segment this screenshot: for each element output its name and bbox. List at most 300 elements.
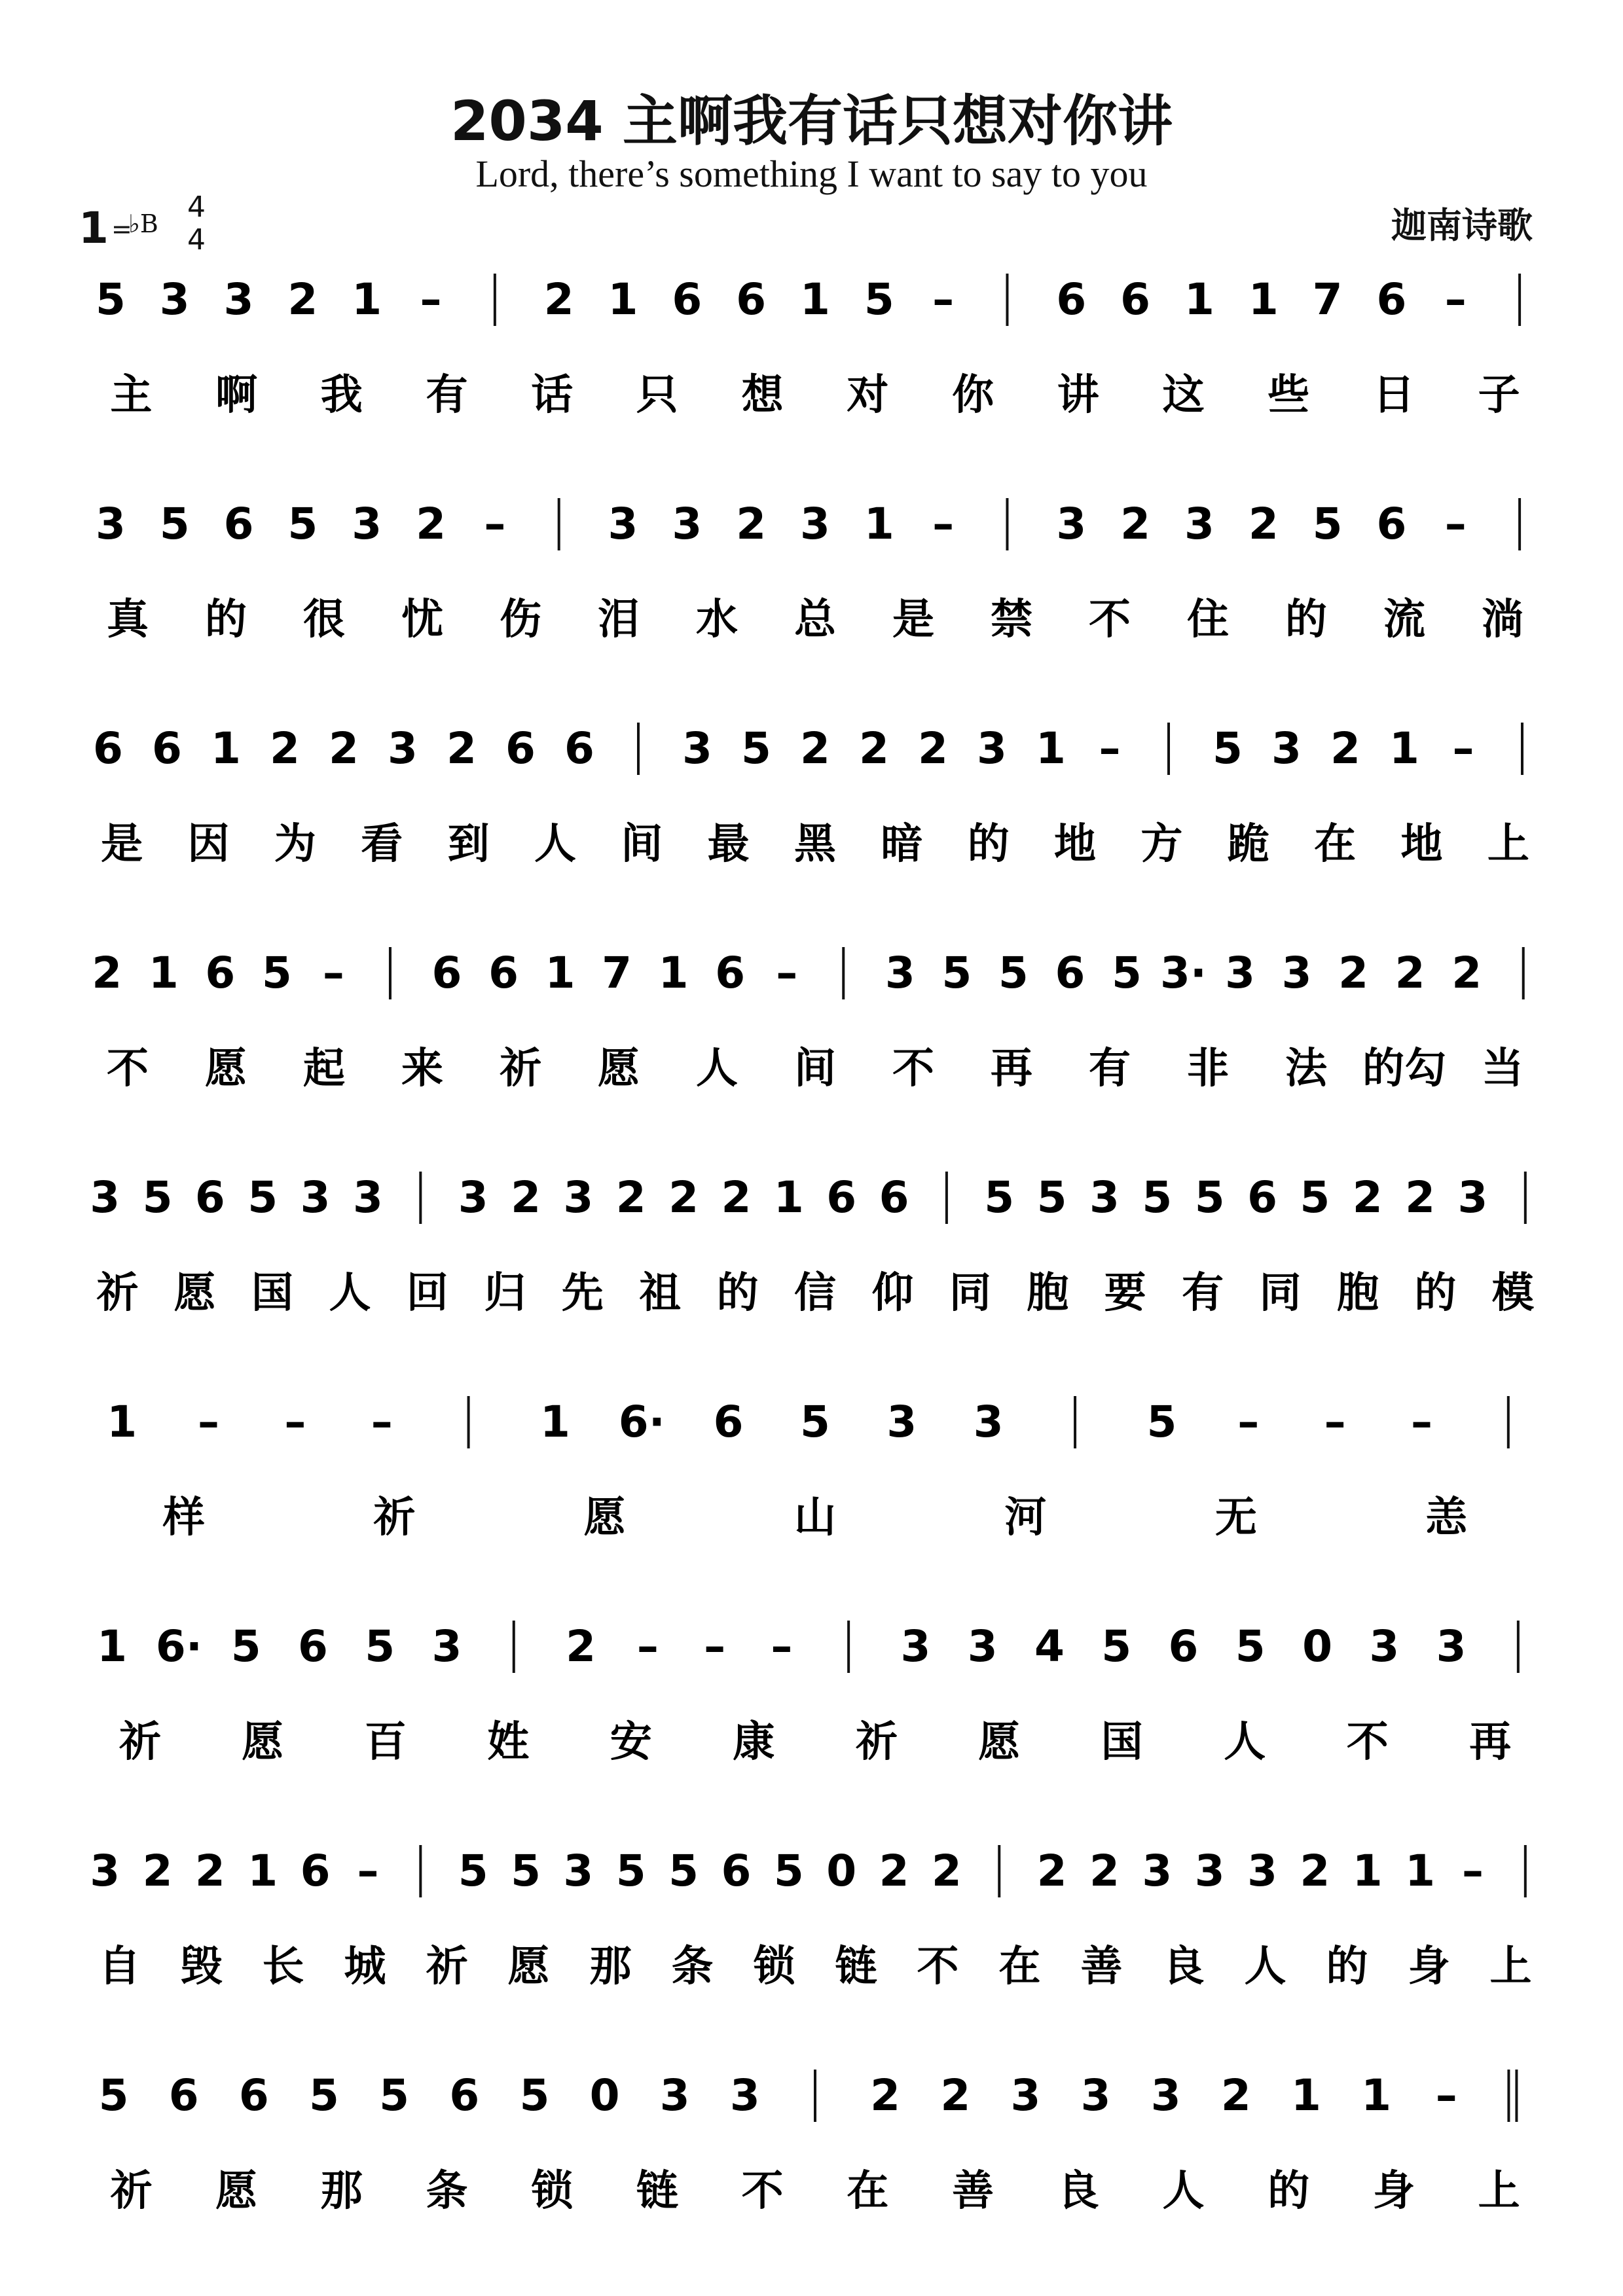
jianpu-note: 6: [488, 948, 519, 998]
lyric-character: 黑: [794, 820, 836, 869]
lyric-character: 伤: [500, 596, 541, 644]
jianpu-note: 2: [1248, 499, 1279, 549]
lyric-character: 间: [794, 1045, 836, 1093]
jianpu-note: 6: [1168, 1621, 1199, 1672]
lyric-character: 上: [1478, 2167, 1520, 2215]
lyric-character: 不: [107, 1045, 149, 1093]
jianpu-note: 5: [1101, 1621, 1132, 1672]
jianpu-note: 6: [297, 1621, 328, 1672]
lyric-character: 祈: [426, 1943, 468, 1991]
jianpu-note: 2: [1220, 2070, 1251, 2121]
lyric-character: 归: [484, 1269, 526, 1318]
lyric-character: 话: [531, 371, 574, 420]
jianpu-note: 3: [1010, 2070, 1041, 2121]
lyric-character: 身: [1408, 1943, 1450, 1991]
lyric-character: 毁: [180, 1943, 223, 1991]
jianpu-note: 3: [967, 1621, 998, 1672]
lyric-character: 人: [534, 820, 576, 869]
jianpu-note: 2: [918, 723, 948, 774]
jianpu-note: 5: [1194, 1172, 1225, 1223]
meter-bottom: 4: [187, 223, 206, 257]
lyric-character: 祈: [855, 1718, 898, 1767]
lyric-character: 模: [1491, 1269, 1534, 1318]
lyric-character: 那: [320, 2167, 363, 2215]
lyric-character: 良: [1162, 1943, 1205, 1991]
jianpu-note: 3: [1184, 499, 1214, 549]
extension-dash: –: [1444, 499, 1467, 549]
lyric-character: 人: [1244, 1943, 1286, 1991]
jianpu-note: 2: [1089, 1846, 1120, 1896]
jianpu-note: 2: [287, 274, 318, 325]
lyric-character: 的: [1285, 596, 1327, 644]
jianpu-note: 6: [672, 274, 702, 325]
lyric-character: 条: [671, 1943, 714, 1991]
lyric-character: 同: [1259, 1269, 1302, 1318]
lyric-character: 我: [320, 371, 363, 420]
jianpu-note: 5: [458, 1846, 488, 1896]
jianpu-note: 6: [564, 723, 594, 774]
lyric-character: 的: [1414, 1269, 1457, 1318]
jianpu-note: 6: [713, 1397, 744, 1447]
lyric-character: 康: [733, 1718, 775, 1767]
lyric-character: 人: [696, 1045, 738, 1093]
lyric-character: 禁: [991, 596, 1032, 644]
jianpu-note: 7: [1312, 274, 1343, 325]
jianpu-note: 3: [1142, 1846, 1173, 1896]
lyric-character: 祈: [96, 1269, 139, 1318]
jianpu-note: 2: [1120, 499, 1151, 549]
jianpu-note: 5: [379, 2070, 410, 2121]
extension-dash: –: [420, 274, 442, 325]
lyric-character: 看: [361, 820, 403, 869]
jianpu-note: 3: [563, 1172, 594, 1223]
lyric-character: 跪: [1227, 820, 1269, 869]
lyric-character: 淌: [1482, 596, 1523, 644]
jianpu-note: 5: [941, 948, 972, 998]
jianpu-note: 5: [95, 274, 126, 325]
lyric-character: 善: [952, 2167, 994, 2215]
jianpu-note: 3: [977, 723, 1007, 774]
lyric-character: 不: [892, 1045, 934, 1093]
lyric-character: 流: [1383, 596, 1425, 644]
jianpu-note: 6: [826, 1172, 857, 1223]
lyric-character: 样: [162, 1494, 205, 1542]
jianpu-note: 1: [658, 948, 689, 998]
jianpu-note: 3: [300, 1172, 331, 1223]
jianpu-note: 2: [543, 274, 574, 325]
jianpu-note: 6: [168, 2070, 199, 2121]
lyric-character: 些: [1267, 371, 1310, 420]
jianpu-note: 3: [1080, 2070, 1111, 2121]
lyric-character: 那: [589, 1943, 632, 1991]
extension-dash: –: [1461, 1846, 1484, 1896]
extension-dash: –: [932, 499, 955, 549]
lyric-character: 这: [1162, 371, 1205, 420]
jianpu-note: 5: [309, 2070, 339, 2121]
jianpu-note: 4: [1034, 1621, 1065, 1672]
extension-dash: –: [1435, 2070, 1457, 2121]
jianpu-note: 5: [1235, 1621, 1266, 1672]
jianpu-note: 0: [589, 2070, 620, 2121]
jianpu-note: 2: [721, 1172, 752, 1223]
lyric-character: 姓: [487, 1718, 530, 1767]
jianpu-note: 2: [566, 1621, 596, 1672]
jianpu-note: 2: [736, 499, 767, 549]
jianpu-note: 2: [92, 948, 122, 998]
jianpu-note: 1: [97, 1621, 128, 1672]
lyric-character: 讲: [1057, 371, 1099, 420]
lyric-character: 最: [707, 820, 750, 869]
jianpu-note: 6: [736, 274, 767, 325]
lyric-character: 胞: [1027, 1269, 1069, 1318]
jianpu-note: 2: [1330, 723, 1360, 774]
extension-dash: –: [322, 948, 344, 998]
jianpu-note: 6: [238, 2070, 269, 2121]
lyric-character: 不: [1346, 1718, 1389, 1767]
jianpu-note: 2: [1338, 948, 1369, 998]
jianpu-note: 3: [1056, 499, 1087, 549]
lyric-character: 是: [101, 820, 143, 869]
jianpu-note: 5: [142, 1172, 173, 1223]
jianpu-note: 1: [864, 499, 894, 549]
lyric-character: 祈: [119, 1718, 161, 1767]
lyric-character: 祈: [373, 1494, 416, 1542]
lyric-character: 的勾: [1362, 1045, 1446, 1093]
jianpu-note: 3: [672, 499, 702, 549]
lyric-character: 在: [998, 1943, 1041, 1991]
jianpu-note: 5: [1142, 1172, 1173, 1223]
jianpu-note: 1: [352, 274, 382, 325]
extension-dash: –: [484, 499, 506, 549]
jianpu-note: 1: [1352, 1846, 1383, 1896]
lyric-character: 你: [952, 371, 994, 420]
jianpu-note: 0: [1302, 1621, 1333, 1672]
jianpu-note: 1: [107, 1397, 137, 1447]
jianpu-note: 5: [998, 948, 1029, 998]
key-note: ♭B: [128, 209, 158, 238]
lyric-character: 的: [967, 820, 1010, 869]
lyric-character: 主: [110, 371, 153, 420]
jianpu-note: 6: [1247, 1172, 1278, 1223]
lyric-character: 自: [98, 1943, 141, 1991]
jianpu-note: 6: [152, 723, 182, 774]
jianpu-note: 6: [505, 723, 536, 774]
jianpu-note: 2: [859, 723, 889, 774]
lyric-character: 仰: [871, 1269, 914, 1318]
jianpu-note: 5: [287, 499, 318, 549]
lyric-character: 在: [847, 2167, 889, 2215]
jianpu-note: 5: [1146, 1397, 1177, 1447]
jianpu-note: 5: [159, 499, 190, 549]
jianpu-note: 3: [90, 1846, 120, 1896]
lyric-character: 愿: [242, 1718, 284, 1767]
lyric-character: 人: [329, 1269, 371, 1318]
lyric-character: 不: [917, 1943, 959, 1991]
extension-dash: –: [284, 1397, 306, 1447]
jianpu-note: 2: [879, 1846, 909, 1896]
jianpu-note: 6: [879, 1172, 909, 1223]
lyric-character: 只: [636, 371, 678, 420]
lyric-character: 来: [401, 1045, 443, 1093]
lyric-character: 百: [364, 1718, 407, 1767]
jianpu-note: 6: [93, 723, 123, 774]
lyric-character: 愿: [173, 1269, 216, 1318]
jianpu-note: 1: [539, 1397, 570, 1447]
jianpu-note: 2: [270, 723, 300, 774]
jianpu-note: 3: [659, 2070, 690, 2121]
lyric-character: 同: [949, 1269, 991, 1318]
jianpu-note: 6: [1056, 274, 1087, 325]
jianpu-note: 3: [682, 723, 712, 774]
jianpu-note: 6·: [155, 1621, 202, 1672]
jianpu-note: 5: [519, 2070, 550, 2121]
lyric-character: 安: [610, 1718, 652, 1767]
jianpu-note: 3: [800, 499, 830, 549]
jianpu-note: 2: [1300, 1846, 1330, 1896]
jianpu-note: 3: [1457, 1172, 1488, 1223]
jianpu-note: 5: [984, 1172, 1015, 1223]
jianpu-note: 5: [1312, 499, 1343, 549]
jianpu-note: 6: [223, 499, 254, 549]
lyric-character: 不: [741, 2167, 784, 2215]
lyric-character: 有: [426, 371, 468, 420]
jianpu-note: 5: [511, 1846, 541, 1896]
jianpu-note: 6: [449, 2070, 480, 2121]
jianpu-note: 2: [940, 2070, 971, 2121]
extension-dash: –: [636, 1621, 659, 1672]
extension-dash: –: [704, 1621, 726, 1672]
lyric-character: 是: [892, 596, 934, 644]
jianpu-note: 5: [1036, 1172, 1067, 1223]
key-equals: =: [111, 215, 132, 243]
jianpu-note: 3: [608, 499, 638, 549]
lyric-character: 起: [303, 1045, 345, 1093]
jianpu-note: 2: [194, 1846, 225, 1896]
lyric-character: 祈: [110, 2167, 153, 2215]
jianpu-note: 2: [1451, 948, 1482, 998]
lyric-character: 地: [1054, 820, 1097, 869]
jianpu-note: 3: [458, 1172, 488, 1223]
lyric-character: 到: [447, 820, 490, 869]
lyric-character: 身: [1372, 2167, 1415, 2215]
jianpu-note: 5: [800, 1397, 830, 1447]
extension-dash: –: [1444, 274, 1467, 325]
jianpu-note: 2: [447, 723, 477, 774]
jianpu-note: 1: [1184, 274, 1214, 325]
lyric-character: 锁: [753, 1943, 795, 1991]
lyric-character: 有: [1089, 1045, 1131, 1093]
jianpu-note: 0: [826, 1846, 857, 1896]
jianpu-note: 2: [870, 2070, 901, 2121]
jianpu-note: 6: [721, 1846, 752, 1896]
lyric-character: 祖: [639, 1269, 682, 1318]
jianpu-note: 6: [194, 1172, 225, 1223]
jianpu-note: 3: [563, 1846, 594, 1896]
lyric-character: 住: [1187, 596, 1229, 644]
jianpu-note: 6·: [618, 1397, 665, 1447]
lyric-character: 啊: [215, 371, 258, 420]
lyric-character: 因: [187, 820, 230, 869]
jianpu-note: 5: [864, 274, 894, 325]
lyric-character: 山: [794, 1494, 836, 1542]
jianpu-note: 3: [431, 1621, 462, 1672]
lyric-character: 先: [561, 1269, 604, 1318]
jianpu-note: 2: [1395, 948, 1425, 998]
extension-dash: –: [1099, 723, 1121, 774]
jianpu-note: 5: [1300, 1172, 1330, 1223]
lyric-character: 链: [636, 2167, 678, 2215]
lyric-character: 国: [251, 1269, 294, 1318]
jianpu-note: 3: [159, 274, 190, 325]
extension-dash: –: [932, 274, 955, 325]
lyric-character: 愿: [978, 1718, 1021, 1767]
jianpu-note: 1: [800, 274, 830, 325]
lyric-character: 很: [303, 596, 345, 644]
lyric-character: 愿: [507, 1943, 550, 1991]
lyric-character: 水: [696, 596, 738, 644]
lyric-character: 方: [1140, 820, 1183, 869]
jianpu-note: 5: [741, 723, 771, 774]
composer: 迦南诗歌: [1391, 205, 1533, 246]
lyric-character: 恙: [1425, 1494, 1468, 1542]
jianpu-note: 7: [602, 948, 632, 998]
lyric-character: 上: [1489, 1943, 1532, 1991]
jianpu-note: 5: [230, 1621, 261, 1672]
jianpu-note: 2: [142, 1846, 173, 1896]
jianpu-note: 1: [545, 948, 575, 998]
jianpu-note: 3: [352, 499, 382, 549]
lyric-character: 想: [741, 371, 784, 420]
jianpu-note: 3: [1281, 948, 1312, 998]
extension-dash: –: [1237, 1397, 1260, 1447]
jianpu-note: 6: [300, 1846, 331, 1896]
jianpu-note: 1: [1036, 723, 1066, 774]
jianpu-note: 1: [1389, 723, 1419, 774]
lyric-character: 胞: [1336, 1269, 1379, 1318]
lyric-character: 暗: [881, 820, 923, 869]
jianpu-note: 5: [261, 948, 292, 998]
jianpu-note: 3: [1150, 2070, 1181, 2121]
jianpu-note: 6: [205, 948, 236, 998]
english-subtitle: Lord, there’s something I want to say to you: [475, 152, 1148, 195]
jianpu-note: 1: [608, 274, 638, 325]
jianpu-note: 3: [886, 1397, 917, 1447]
jianpu-note: 3: [95, 499, 126, 549]
lyric-character: 不: [1089, 596, 1131, 644]
jianpu-note: 1: [247, 1846, 278, 1896]
lyric-character: 有: [1182, 1269, 1224, 1318]
jianpu-note: 5: [1213, 723, 1243, 774]
jianpu-note: 2: [511, 1172, 541, 1223]
lyric-character: 日: [1372, 371, 1415, 420]
jianpu-note: 5: [773, 1846, 804, 1896]
key-degree: 1: [79, 203, 109, 253]
jianpu-note: 2: [800, 723, 830, 774]
lyric-character: 长: [262, 1943, 304, 1991]
lyric-character: 对: [847, 371, 889, 420]
jianpu-note: 3: [388, 723, 418, 774]
jianpu-note: 3: [1194, 1846, 1225, 1896]
jianpu-note: 2: [1036, 1846, 1067, 1896]
lyric-character: 的: [205, 596, 247, 644]
jianpu-note: 3: [1089, 1172, 1120, 1223]
lyric-character: 的: [716, 1269, 759, 1318]
jianpu-note: 3·: [1160, 948, 1207, 998]
lyric-character: 再: [1469, 1718, 1512, 1767]
lyric-character: 城: [344, 1943, 386, 1991]
jianpu-note: 6: [431, 948, 462, 998]
lyric-character: 愿: [598, 1045, 640, 1093]
lyric-character: 当: [1482, 1045, 1523, 1093]
jianpu-note: 2: [1352, 1172, 1383, 1223]
jianpu-note: 2: [1405, 1172, 1436, 1223]
lyric-character: 总: [794, 596, 836, 644]
jianpu-note: 1: [148, 948, 179, 998]
lyric-character: 子: [1478, 371, 1520, 420]
jianpu-note: 5: [365, 1621, 395, 1672]
jianpu-note: 6: [1120, 274, 1151, 325]
extension-dash: –: [771, 1621, 793, 1672]
lyric-character: 愿: [205, 1045, 247, 1093]
meter-top: 4: [187, 190, 206, 224]
jianpu-note: 1: [773, 1172, 804, 1223]
jianpu-note: 5: [247, 1172, 278, 1223]
jianpu-note: 3: [900, 1621, 931, 1672]
extension-dash: –: [1324, 1397, 1346, 1447]
jianpu-note: 3: [729, 2070, 760, 2121]
lyric-character: 良: [1057, 2167, 1099, 2215]
lyric-character: 的: [1326, 1943, 1368, 1991]
jianpu-note: 3: [352, 1172, 383, 1223]
jianpu-note: 3: [1436, 1621, 1467, 1672]
lyric-character: 人: [1162, 2167, 1205, 2215]
lyric-character: 忧: [401, 596, 443, 644]
jianpu-note: 2: [615, 1172, 646, 1223]
extension-dash: –: [198, 1397, 220, 1447]
jianpu-note: 1: [1361, 2070, 1392, 2121]
lyric-character: 信: [794, 1269, 836, 1318]
jianpu-note: 2: [329, 723, 359, 774]
lyric-character: 非: [1187, 1045, 1229, 1093]
lyric-character: 愿: [583, 1494, 626, 1542]
lyric-character: 真: [107, 596, 149, 644]
lyric-character: 为: [274, 820, 316, 869]
lyric-character: 链: [835, 1943, 877, 1991]
lyric-character: 要: [1104, 1269, 1146, 1318]
jianpu-note: 6: [715, 948, 746, 998]
jianpu-note: 2: [931, 1846, 962, 1896]
lyric-character: 愿: [215, 2167, 258, 2215]
jianpu-note: 5: [615, 1846, 646, 1896]
jianpu-note: 6: [1376, 499, 1407, 549]
lyric-character: 上: [1487, 820, 1529, 869]
extension-dash: –: [1410, 1397, 1432, 1447]
jianpu-note: 2: [416, 499, 447, 549]
lyric-character: 的: [1267, 2167, 1310, 2215]
lyric-character: 回: [406, 1269, 448, 1318]
lyric-character: 地: [1400, 820, 1443, 869]
jianpu-note: 3: [1271, 723, 1302, 774]
jianpu-note: 1: [1291, 2070, 1321, 2121]
lyric-character: 国: [1101, 1718, 1143, 1767]
jianpu-note: 3: [1369, 1621, 1400, 1672]
jianpu-note: 6: [1376, 274, 1407, 325]
lyric-character: 法: [1285, 1045, 1327, 1093]
jianpu-note: 5: [1111, 948, 1142, 998]
jianpu-note: 6: [1055, 948, 1085, 998]
lyric-character: 锁: [531, 2167, 574, 2215]
lyric-character: 善: [1080, 1943, 1123, 1991]
